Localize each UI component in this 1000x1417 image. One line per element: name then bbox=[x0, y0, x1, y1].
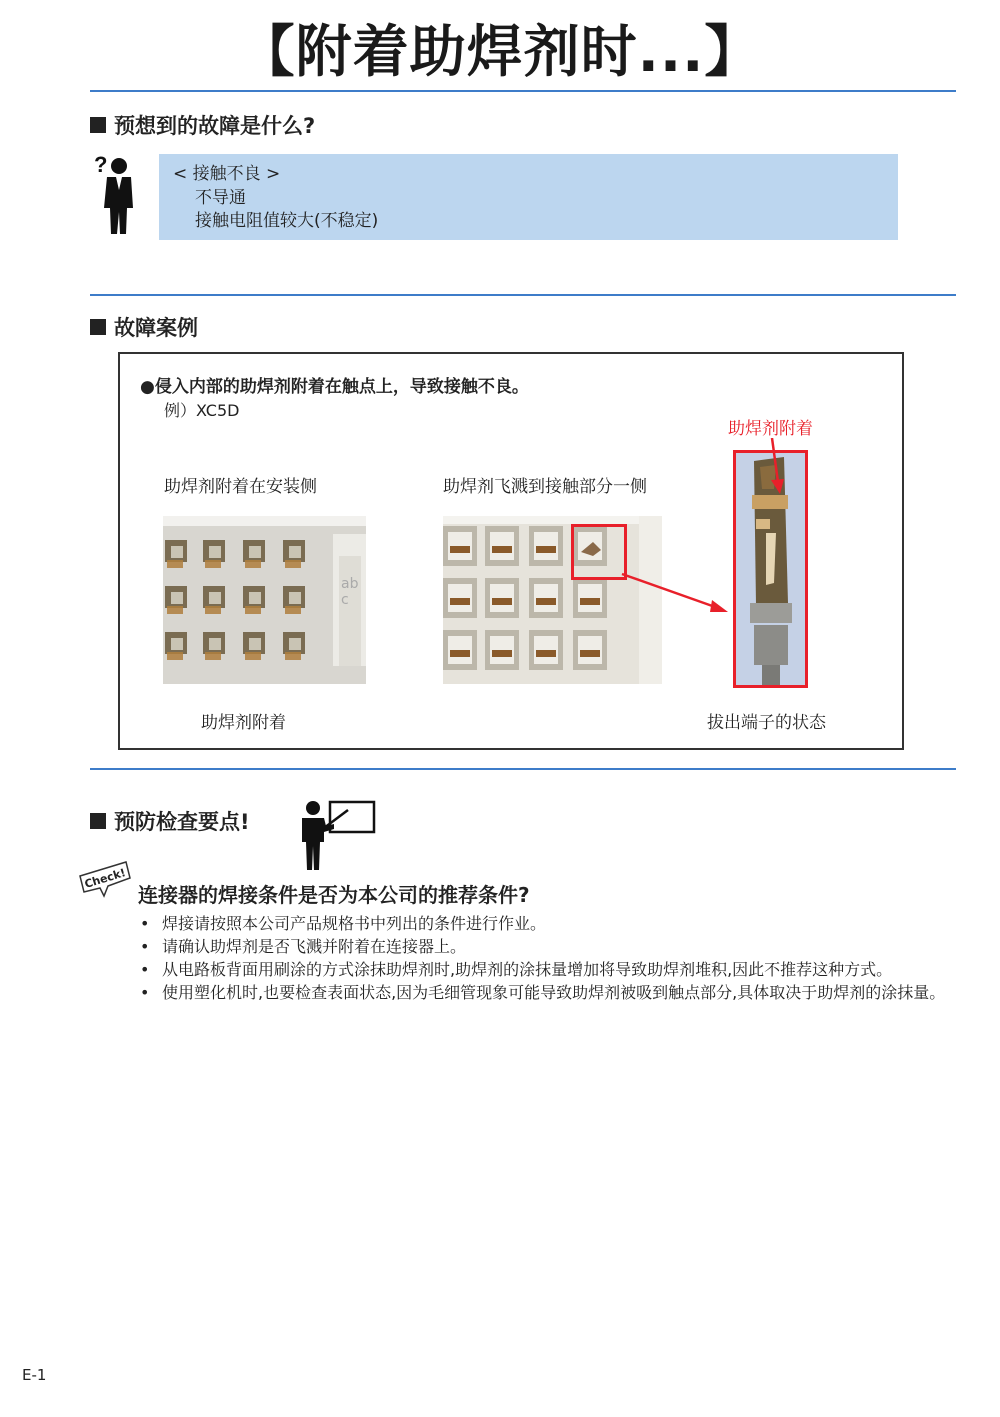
pointer-arrow-icon bbox=[600, 570, 740, 620]
presenter-icon bbox=[296, 798, 378, 872]
section-heading-fault-cases bbox=[90, 312, 198, 342]
prevention-bullet-list bbox=[140, 912, 960, 1004]
fault-category: < 接触不良 > bbox=[173, 164, 281, 184]
bullet-item: • 使用塑化机时,也要检查表面状态,因为毛细管现象可能导致助焊剂被吸到触点部分,具体取决于助焊剂的涂抹量。 bbox=[140, 981, 960, 1004]
section-heading-prevention bbox=[90, 806, 250, 836]
photo1-edge-text: abc bbox=[341, 576, 359, 608]
section-heading-text: 预想到的故障是什么? bbox=[114, 114, 316, 138]
bullet-item: • 从电路板背面用刷涂的方式涂抹助焊剂时,助焊剂的涂抹量增加将导致助焊剂堆积,因此不推荐这种方式。 bbox=[140, 958, 960, 981]
bullet-item: • 请确认助焊剂是否飞溅并附着在连接器上。 bbox=[140, 935, 960, 958]
photo1-label: 助焊剂附着 bbox=[201, 713, 286, 733]
case-example: 例）XC5D bbox=[164, 401, 240, 420]
svg-text:?: ? bbox=[94, 152, 108, 177]
square-bullet-icon bbox=[90, 813, 106, 829]
divider bbox=[90, 90, 956, 92]
section-heading-expected-fault bbox=[90, 110, 315, 140]
page-title: 【附着助焊剂时...】 bbox=[238, 20, 762, 85]
section-heading-text: 预防检查要点! bbox=[114, 810, 250, 834]
photo2-caption: 助焊剂飞溅到接触部分一侧 bbox=[443, 477, 647, 497]
callout-arrow-icon bbox=[758, 438, 788, 498]
divider bbox=[90, 294, 956, 296]
page-number: E-1 bbox=[22, 1366, 47, 1384]
check-badge bbox=[78, 860, 132, 900]
fault-item: 接触电阻值较大(不稳定) bbox=[195, 211, 379, 231]
fault-item: 不导通 bbox=[195, 188, 246, 208]
square-bullet-icon bbox=[90, 117, 106, 133]
section-heading-text: 故障案例 bbox=[114, 316, 198, 340]
square-bullet-icon bbox=[90, 319, 106, 335]
divider bbox=[90, 768, 956, 770]
expected-fault-box bbox=[159, 154, 898, 240]
check-question: 连接器的焊接条件是否为本公司的推荐条件? bbox=[138, 883, 530, 907]
photo-mounting-side bbox=[163, 516, 366, 684]
check-badge-text: Check! bbox=[83, 866, 128, 891]
photo3-callout: 助焊剂附着 bbox=[728, 419, 813, 439]
bullet-item: • 焊接请按照本公司产品规格书中列出的条件进行作业。 bbox=[140, 912, 960, 935]
photo1-caption: 助焊剂附着在安装侧 bbox=[164, 477, 317, 497]
thinking-person-icon bbox=[92, 150, 140, 236]
case-title: ●侵入内部的助焊剂附着在触点上，导致接触不良。 bbox=[140, 377, 529, 397]
photo3-label: 拔出端子的状态 bbox=[707, 713, 826, 733]
